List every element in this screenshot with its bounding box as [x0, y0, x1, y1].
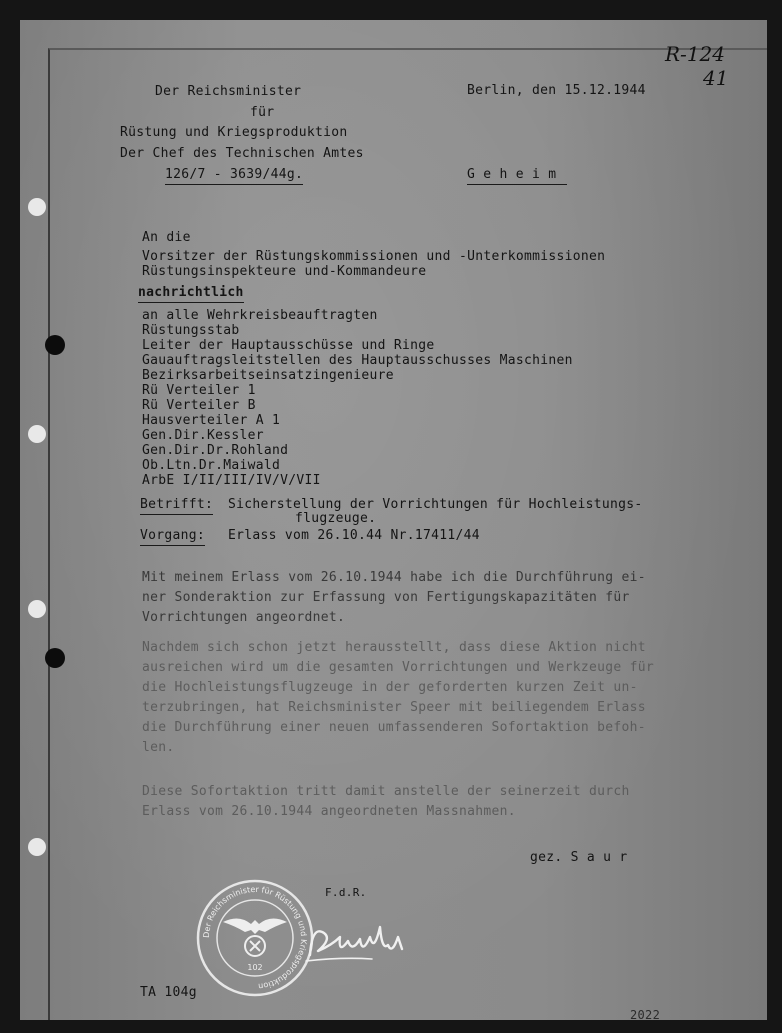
body-line: terzubringen, hat Reichsminister Speer mit beiliegendem Erlass [142, 700, 646, 715]
signature-typed: gez. S a u r [530, 850, 628, 865]
vorgang-label: Vorgang: [140, 528, 205, 546]
punch-hole [28, 838, 46, 856]
seal-number: 102 [247, 963, 263, 972]
body-line: Nachdem sich schon jetzt herausstellt, dass diese Aktion nicht [142, 640, 646, 655]
sender-line1: Der Reichsminister [155, 84, 302, 99]
archive-note-line2: 41 [703, 66, 729, 90]
place-date: Berlin, den 15.12.1944 [467, 83, 646, 98]
cc-item: Ob.Ltn.Dr.Maiwald [142, 458, 281, 473]
punch-hole [45, 648, 65, 668]
document-sheet [20, 20, 767, 1020]
cc-item: an alle Wehrkreisbeauftragten [142, 308, 378, 323]
recipient-line: Vorsitzer der Rüstungskommissionen und -Unterkommissionen [142, 249, 606, 264]
cc-item: Hausverteiler A 1 [142, 413, 281, 428]
body-line: Erlass vom 26.10.1944 angeordneten Massnahmen. [142, 804, 516, 819]
cc-item: ArbE I/II/III/IV/V/VII [142, 473, 321, 488]
paragraph-3 [142, 782, 630, 822]
body-line: len. [142, 740, 175, 755]
handwritten-signature [302, 915, 412, 975]
cc-item: Leiter der Hauptausschüsse und Ringe [142, 338, 435, 353]
paragraph-1 [142, 568, 646, 628]
form-code: TA 104g [140, 985, 197, 1000]
sender-line2: für [250, 105, 275, 120]
body-line: ner Sonderaktion zur Erfassung von Fertigungskapazitäten für [142, 590, 630, 605]
subject-line2: flugzeuge. [295, 511, 377, 526]
cc-item: Bezirksarbeitseinsatzingenieure [142, 368, 394, 383]
recipients-heading: An die [142, 230, 191, 245]
vorgang-text: Erlass vom 26.10.44 Nr.17411/44 [228, 528, 480, 543]
cc-item: Rü Verteiler 1 [142, 383, 256, 398]
punch-hole [28, 425, 46, 443]
sender-line3: Rüstung und Kriegsproduktion [120, 125, 348, 140]
official-seal-stamp [195, 878, 315, 998]
archive-note-line1: R-124 [665, 42, 725, 66]
cc-item: Rüstungsstab [142, 323, 240, 338]
body-line: Vorrichtungen angeordnet. [142, 610, 346, 625]
body-line: Diese Sofortaktion tritt damit anstelle der seinerzeit durch [142, 784, 630, 799]
body-line: die Durchführung einer neuen umfassenderen Sofortaktion befoh- [142, 720, 646, 735]
cc-item: Rü Verteiler B [142, 398, 256, 413]
punch-hole [28, 600, 46, 618]
nachrichtlich-heading: nachrichtlich [138, 285, 244, 303]
punch-hole [28, 198, 46, 216]
cc-item: Gen.Dir.Kessler [142, 428, 264, 443]
classification: G e h e i m [467, 167, 567, 185]
body-line: die Hochleistungsflugzeuge in der geforderten kurzen Zeit un- [142, 680, 638, 695]
fdr-note: F.d.R. [325, 886, 367, 899]
betrifft-label: Betrifft: [140, 497, 213, 515]
cc-item: Gen.Dir.Dr.Rohland [142, 443, 289, 458]
page-number: 2022 [630, 1008, 661, 1020]
body-line: ausreichen wird um die gesamten Vorrichtungen und Werkzeuge für [142, 660, 654, 675]
sender-line4: Der Chef des Technischen Amtes [120, 146, 364, 161]
subject-line1: Sicherstellung der Vorrichtungen für Hochleistungs- [228, 497, 643, 512]
body-line: Mit meinem Erlass vom 26.10.1944 habe ich die Durchführung ei- [142, 570, 646, 585]
punch-hole [45, 335, 65, 355]
cc-item: Gauauftragsleitstellen des Hauptausschusses Maschinen [142, 353, 573, 368]
paragraph-2 [142, 638, 654, 758]
eagle-emblem-icon [223, 918, 287, 956]
reference-number: 126/7 - 3639/44g. [165, 167, 303, 185]
recipient-line: Rüstungsinspekteure und-Kommandeure [142, 264, 427, 279]
cc-list [142, 308, 573, 488]
seal-ring-text: Der Reichsminister für Rüstung und Kriegsproduktion [201, 884, 309, 991]
svg-text:Der Reichsminister für Rüstung [202, 885, 308, 991]
